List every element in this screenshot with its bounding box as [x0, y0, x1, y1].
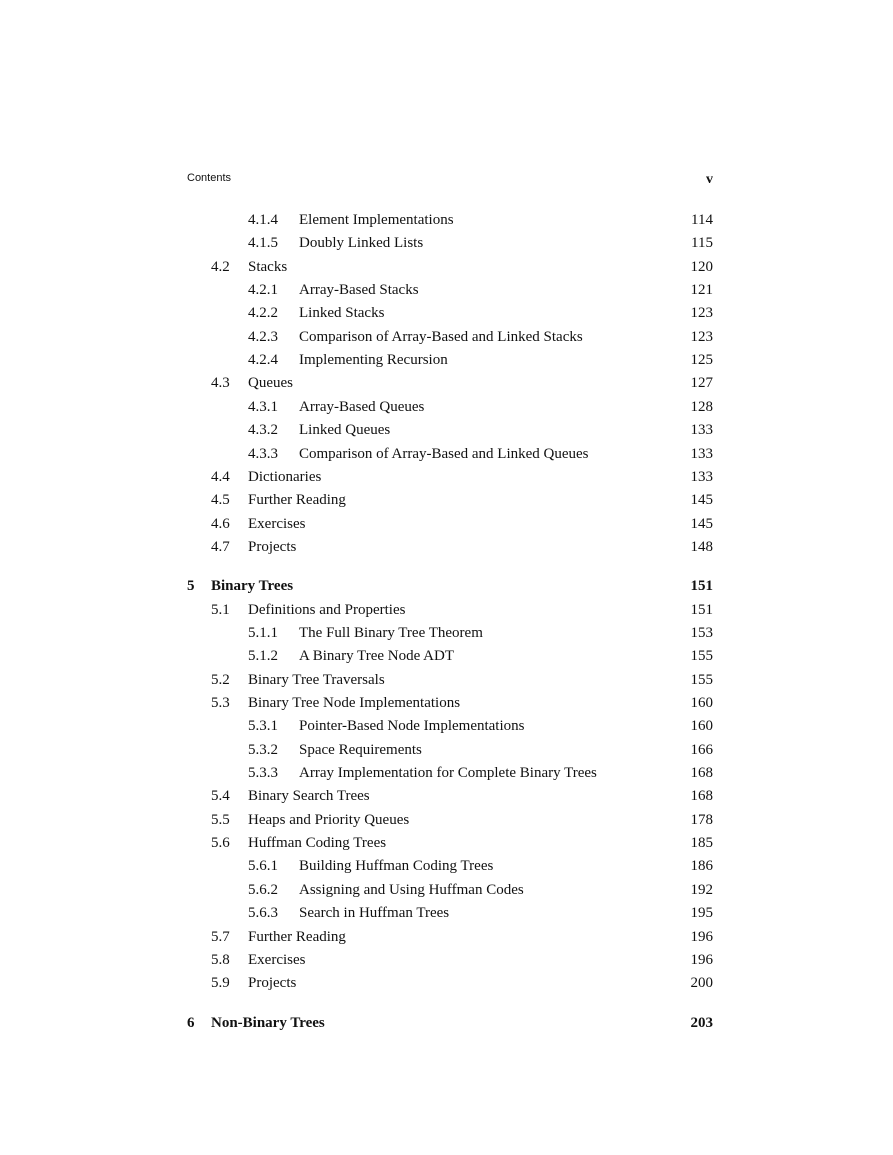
- toc-entry-6[interactable]: [187, 1013, 713, 1033]
- toc-entry-4-3-2[interactable]: [187, 420, 713, 440]
- toc-entry-number: 5: [187, 578, 195, 594]
- toc-entry-4-2-2[interactable]: [187, 303, 713, 323]
- toc-entry-5-3-1[interactable]: [187, 716, 713, 736]
- toc-entry-number: 4.2: [211, 259, 230, 275]
- toc-entry-title: Linked Queues: [299, 422, 391, 438]
- toc-entry-4-2-3[interactable]: [187, 327, 713, 347]
- toc-entry-title: A Binary Tree Node ADT: [299, 648, 454, 664]
- toc-entry-page: 114: [691, 212, 713, 228]
- toc-entry-page: 168: [690, 788, 713, 804]
- toc-entry-5-5[interactable]: [187, 810, 713, 830]
- toc-entry-number: 4.3: [211, 375, 230, 391]
- toc-entry-number: 4.7: [211, 539, 230, 555]
- toc-entry-number: 4.1.4: [248, 212, 278, 228]
- toc-entry-page: 125: [690, 352, 713, 368]
- toc-entry-title: Projects: [248, 539, 297, 555]
- toc-entry-5-1-1[interactable]: [187, 623, 713, 643]
- toc-entry-number: 4.3.1: [248, 399, 278, 415]
- toc-entry-number: 4.2.1: [248, 282, 278, 298]
- toc-entry-5-3[interactable]: [187, 693, 713, 713]
- toc-entry-number: 5.1.1: [248, 625, 278, 641]
- toc-entry-page: 192: [690, 882, 713, 898]
- toc-entry-page: 155: [690, 648, 713, 664]
- toc-entry-number: 5.3.2: [248, 742, 278, 758]
- toc-entry-title: Binary Tree Node Implementations: [248, 695, 461, 711]
- toc-entry-4-2-4[interactable]: [187, 350, 713, 370]
- toc-entry-number: 5.6.1: [248, 858, 278, 874]
- toc-entry-5-6-1[interactable]: [187, 856, 713, 876]
- toc-entry-title: Pointer-Based Node Implementations: [299, 718, 525, 734]
- toc-entry-number: 5.9: [211, 975, 230, 991]
- toc-entry-page: 120: [690, 259, 713, 275]
- toc-entry-page: 195: [690, 905, 713, 921]
- toc-entry-5-6-2[interactable]: [187, 880, 713, 900]
- toc-entry-title: Implementing Recursion: [299, 352, 448, 368]
- toc-entry-number: 5.8: [211, 952, 230, 968]
- toc-entry-title: Dictionaries: [248, 469, 322, 485]
- toc-entry-title: Comparison of Array-Based and Linked Queues: [299, 446, 589, 462]
- toc-entry-title: Array Implementation for Complete Binary Trees: [299, 765, 597, 781]
- toc-entry-5-2[interactable]: [187, 670, 713, 690]
- toc-entry-title: Space Requirements: [299, 742, 422, 758]
- toc-entry-number: 5.7: [211, 929, 230, 945]
- toc-entry-4-2[interactable]: [187, 257, 713, 277]
- toc-entry-title: Building Huffman Coding Trees: [299, 858, 494, 874]
- toc-entry-page: 123: [690, 329, 713, 345]
- toc-entry-title: Non-Binary Trees: [211, 1015, 325, 1031]
- toc-entry-title: Binary Tree Traversals: [248, 672, 385, 688]
- toc-entry-5-7[interactable]: [187, 927, 713, 947]
- toc-entry-number: 5.6: [211, 835, 230, 851]
- toc-entry-5-4[interactable]: [187, 786, 713, 806]
- toc-entry-page: 127: [690, 375, 713, 391]
- toc-entry-title: Array-Based Stacks: [299, 282, 419, 298]
- toc-entry-number: 5.3: [211, 695, 230, 711]
- toc-entry-page: 151: [690, 602, 713, 618]
- toc-entry-page: 123: [690, 305, 713, 321]
- toc-entry-page: 133: [690, 446, 713, 462]
- toc-entry-title: Exercises: [248, 516, 306, 532]
- toc-entry-number: 4.2.4: [248, 352, 278, 368]
- toc-entry-title: Comparison of Array-Based and Linked Stacks: [299, 329, 583, 345]
- toc-entry-5-1[interactable]: [187, 600, 713, 620]
- toc-entry-number: 6: [187, 1015, 195, 1031]
- toc-entry-title: Binary Trees: [211, 578, 294, 594]
- page-number: v: [706, 172, 713, 187]
- toc-entry-page: 160: [690, 718, 713, 734]
- toc-entry-4-1-4[interactable]: [187, 210, 713, 230]
- toc-entry-number: 5.5: [211, 812, 230, 828]
- toc-entry-title: Further Reading: [248, 929, 346, 945]
- toc-entry-4-7[interactable]: [187, 537, 713, 557]
- toc-entry-number: 5.1: [211, 602, 230, 618]
- toc-entry-5-9[interactable]: [187, 973, 713, 993]
- toc-entry-5[interactable]: [187, 576, 713, 596]
- toc-entry-title: Doubly Linked Lists: [299, 235, 424, 251]
- toc-entry-5-3-2[interactable]: [187, 740, 713, 760]
- toc-entry-page: 196: [690, 929, 713, 945]
- toc-entry-page: 185: [690, 835, 713, 851]
- toc-entry-title: Queues: [248, 375, 293, 391]
- running-head-title: Contents: [187, 172, 232, 184]
- toc-entry-page: 115: [691, 235, 713, 251]
- toc-entry-title: Further Reading: [248, 492, 346, 508]
- toc-entry-title: Huffman Coding Trees: [248, 835, 387, 851]
- toc-entry-page: 186: [690, 858, 713, 874]
- toc-entry-4-3[interactable]: [187, 373, 713, 393]
- toc-entry-page: 145: [690, 516, 713, 532]
- toc-entry-4-1-5[interactable]: [187, 233, 713, 253]
- toc-entry-number: 4.1.5: [248, 235, 278, 251]
- toc-entry-4-5[interactable]: [187, 490, 713, 510]
- toc-entry-page: 121: [690, 282, 713, 298]
- toc-entry-number: 5.6.2: [248, 882, 278, 898]
- toc-entry-number: 4.5: [211, 492, 230, 508]
- toc-entry-4-2-1[interactable]: [187, 280, 713, 300]
- toc-entry-page: 203: [690, 1015, 713, 1031]
- toc-entry-page: 145: [690, 492, 713, 508]
- toc-entry-page: 133: [690, 469, 713, 485]
- toc-entry-title: Search in Huffman Trees: [299, 905, 450, 921]
- toc-entry-page: 178: [690, 812, 713, 828]
- toc-entry-page: 155: [690, 672, 713, 688]
- toc-entry-page: 166: [690, 742, 713, 758]
- toc-entry-number: 4.2.3: [248, 329, 278, 345]
- toc-entry-title: Exercises: [248, 952, 306, 968]
- toc-entry-number: 5.3.1: [248, 718, 278, 734]
- toc-entry-4-4[interactable]: [187, 467, 713, 487]
- toc-entry-title: The Full Binary Tree Theorem: [299, 625, 483, 641]
- toc-entry-page: 168: [690, 765, 713, 781]
- toc-entry-number: 4.4: [211, 469, 230, 485]
- toc-entry-5-8[interactable]: [187, 950, 713, 970]
- toc-entry-number: 5.2: [211, 672, 230, 688]
- toc-entry-title: Linked Stacks: [299, 305, 385, 321]
- toc-entry-title: Stacks: [248, 259, 288, 275]
- toc-entry-5-1-2[interactable]: [187, 646, 713, 666]
- toc-entry-4-3-1[interactable]: [187, 397, 713, 417]
- toc-entry-page: 148: [690, 539, 713, 555]
- toc-entry-number: 4.3.2: [248, 422, 278, 438]
- toc-entry-5-6-3[interactable]: [187, 903, 713, 923]
- toc-entry-title: Projects: [248, 975, 297, 991]
- toc-entry-number: 5.6.3: [248, 905, 278, 921]
- toc-entry-page: 151: [690, 578, 713, 594]
- toc-entry-4-6[interactable]: [187, 514, 713, 534]
- toc-entry-title: Binary Search Trees: [248, 788, 370, 804]
- toc-entry-title: Array-Based Queues: [299, 399, 425, 415]
- toc-entry-title: Definitions and Properties: [248, 602, 406, 618]
- toc-entry-number: 5.1.2: [248, 648, 278, 664]
- toc-entry-number: 4.2.2: [248, 305, 278, 321]
- toc-entry-page: 128: [690, 399, 713, 415]
- toc-entry-number: 5.4: [211, 788, 230, 804]
- toc-entry-5-3-3[interactable]: [187, 763, 713, 783]
- toc-entry-title: Assigning and Using Huffman Codes: [299, 882, 524, 898]
- toc-entry-5-6[interactable]: [187, 833, 713, 853]
- toc-entry-page: 153: [690, 625, 713, 641]
- toc-entry-page: 200: [690, 975, 713, 991]
- toc-entry-4-3-3[interactable]: [187, 444, 713, 464]
- toc-entry-title: Heaps and Priority Queues: [248, 812, 410, 828]
- toc-entry-number: 4.3.3: [248, 446, 278, 462]
- toc-entry-page: 196: [690, 952, 713, 968]
- toc-entry-page: 160: [690, 695, 713, 711]
- toc-entry-number: 5.3.3: [248, 765, 278, 781]
- toc-entry-title: Element Implementations: [299, 212, 454, 228]
- toc-entry-page: 133: [690, 422, 713, 438]
- toc-entry-number: 4.6: [211, 516, 230, 532]
